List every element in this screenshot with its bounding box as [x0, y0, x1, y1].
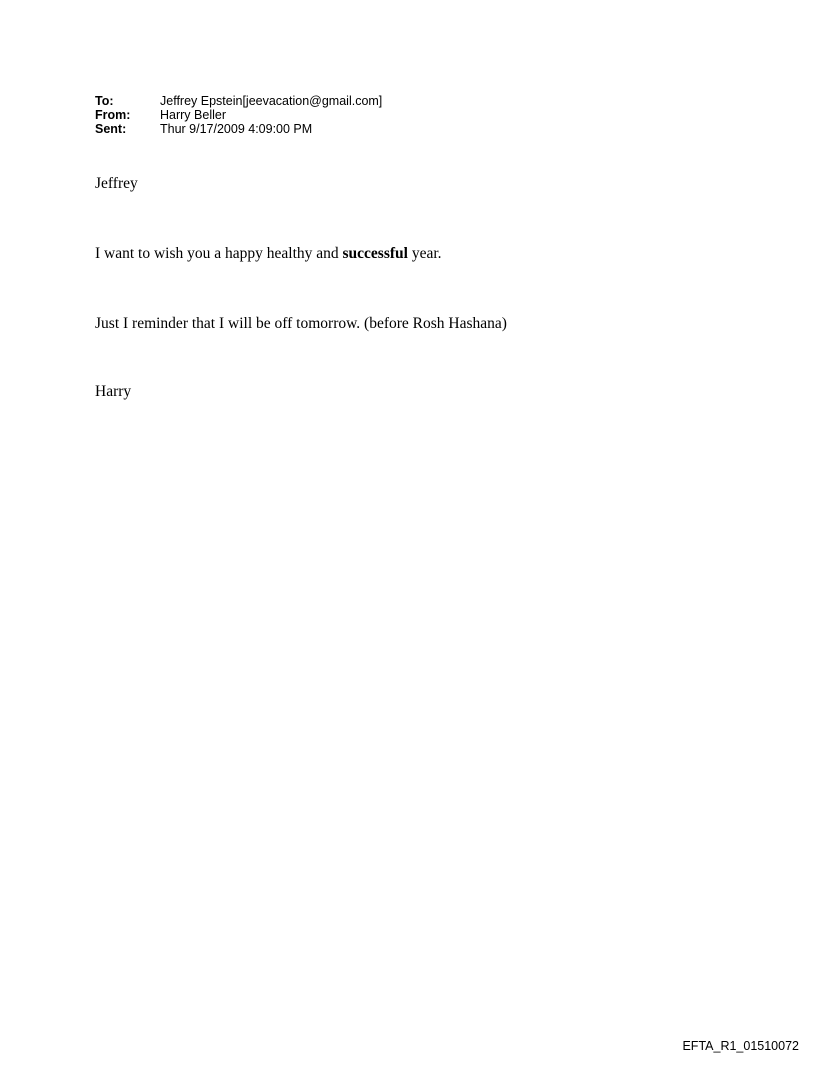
email-signature: Harry [95, 383, 132, 400]
email-header [95, 94, 382, 136]
document-id-stamp: EFTA_R1_01510072 [682, 1039, 799, 1053]
wish-text-end: year. [407, 245, 442, 262]
email-greeting: Jeffrey [95, 175, 138, 192]
from-row [95, 108, 382, 122]
email-wish-paragraph [95, 245, 442, 263]
to-value: Jeffrey Epstein[jeevacation@gmail.com] [160, 94, 383, 108]
wish-text-start: I want to wish you a happy healthy and [95, 245, 343, 262]
email-reminder-paragraph: Just I reminder that I will be off tomorrow. (before Rosh Hashana) [95, 315, 507, 332]
from-value: Harry Beller [160, 108, 226, 122]
wish-text-bold: successful [342, 245, 408, 262]
to-label: To: [95, 94, 114, 108]
sent-row [95, 122, 382, 136]
sent-label: Sent: [95, 122, 127, 136]
from-label: From: [95, 108, 131, 122]
sent-value: Thur 9/17/2009 4:09:00 PM [160, 122, 313, 136]
to-row [95, 94, 382, 108]
